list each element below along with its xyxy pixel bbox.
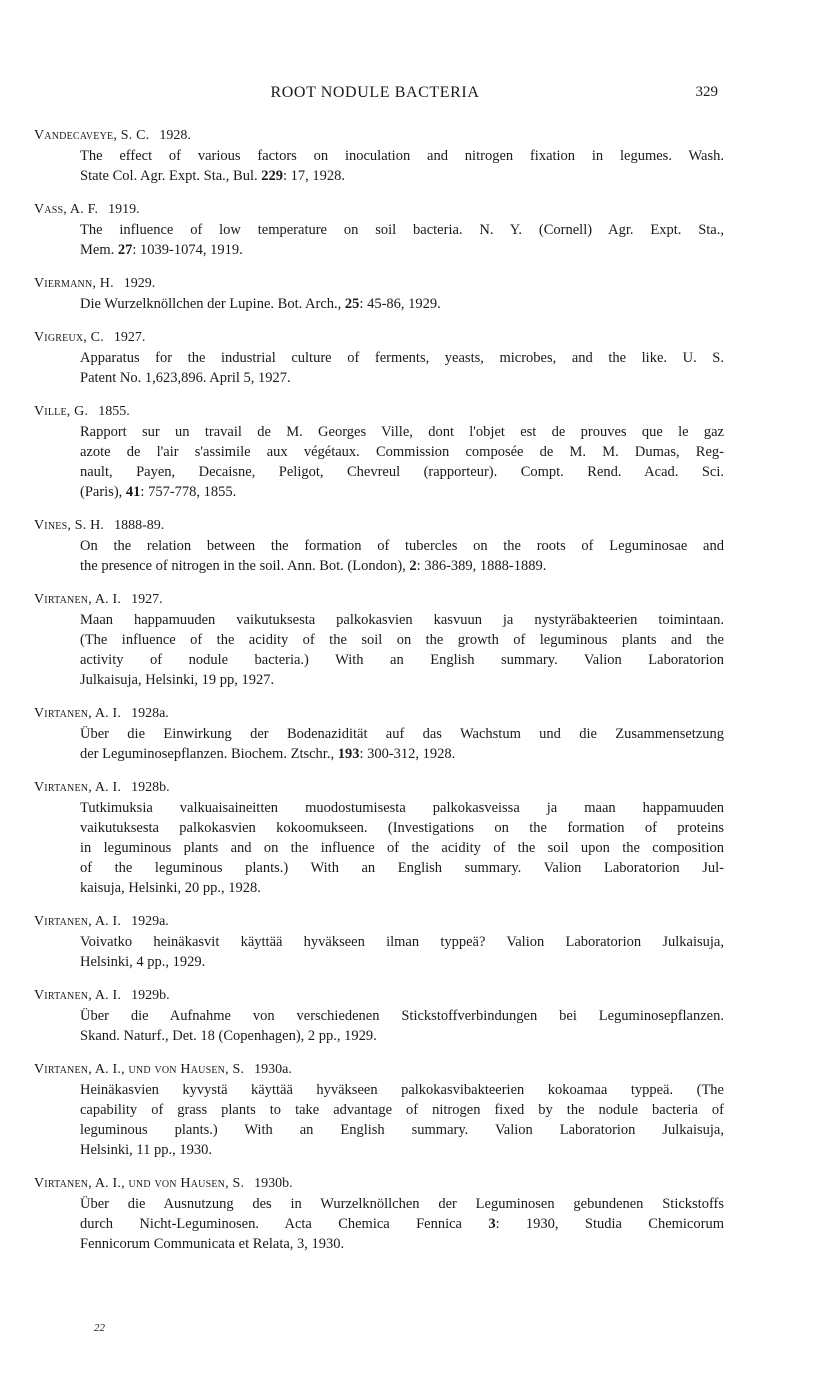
citation-text: Voivatko heinäkasvit käyttää hyväkseen ilman typpeä? Valion Laboratorion Julkaisuja,: [80, 934, 724, 950]
entry-heading: [34, 778, 724, 798]
citation-line: [80, 422, 724, 442]
entry-year: 1928a.: [131, 706, 169, 721]
citation-text: Patent No. 1,623,896. April 5, 1927.: [80, 370, 291, 386]
citation-text: Fennicorum Communicata et Relata, 3, 1930.: [80, 1236, 345, 1252]
entry-heading: [34, 1174, 724, 1194]
citation-text: : 386-389, 1888-1889.: [416, 558, 547, 574]
entry-author: Virtanen, A. I.: [34, 988, 122, 1003]
citation-text: Tutkimuksia valkuaisaineitten muodostumisesta palkokasveissa ja maan happamuuden: [80, 800, 724, 816]
entry-author: Virtanen, A. I.: [34, 706, 122, 721]
entry-heading: [34, 912, 724, 932]
citation-text: Maan happamuuden vaikutuksesta palkokasvien kasvuun ja nystyräbakteerien toimintaan.: [80, 612, 724, 628]
citation-line: [80, 744, 724, 764]
citation-line: [80, 650, 724, 670]
entry-heading: [34, 274, 724, 294]
entry-citation: [34, 724, 724, 764]
citation-line: [80, 858, 724, 878]
entry-year: 1928b.: [131, 780, 170, 795]
citation-text: Über die Einwirkung der Bodenazidität auf das Wachstum und die Zusammensetzung: [80, 726, 724, 742]
entry-year: 1930a.: [254, 1062, 292, 1077]
entry-year: 1927.: [131, 592, 163, 607]
entry-year: 1927.: [113, 330, 146, 345]
citation-text: : 300-312, 1928.: [359, 746, 456, 762]
citation-text: Julkaisuja, Helsinki, 19 pp, 1927.: [80, 672, 275, 688]
bibliography-entry: [34, 274, 724, 314]
citation-line: [80, 166, 724, 186]
citation-line: [80, 878, 724, 898]
citation-text: Über die Ausnutzung des in Wurzelknöllchen der Leguminosen gebundenen Stickstoffs: [80, 1196, 724, 1212]
citation-line: [80, 442, 724, 462]
citation-text: Heinäkasvien kyvystä käyttää hyväkseen palkokasvibakteerien kokoamaa typpeä. (The: [80, 1082, 724, 1098]
citation-line: [80, 630, 724, 650]
citation-line: [80, 724, 724, 744]
bibliography-entry: [34, 590, 724, 690]
citation-text: in leguminous plants and on the influence of the acidity of the soil upon the composition: [80, 840, 724, 856]
citation-line: [80, 1140, 724, 1160]
volume-number: 41: [125, 484, 141, 500]
citation-line: [80, 146, 724, 166]
entry-citation: [34, 422, 724, 502]
citation-line: [80, 818, 724, 838]
entry-citation: [34, 798, 724, 898]
citation-line: [80, 1006, 724, 1026]
entry-heading: [34, 402, 724, 422]
entry-heading: [34, 704, 724, 724]
signature-mark: 22: [94, 1322, 105, 1334]
entry-author: Virtanen, A. I.: [34, 914, 122, 929]
entry-heading: [34, 516, 724, 536]
entry-citation: [34, 294, 724, 314]
citation-text: kaisuja, Helsinki, 20 pp., 1928.: [80, 880, 261, 896]
bibliography-entry: [34, 778, 724, 898]
entry-citation: [34, 348, 724, 388]
entry-year: 1929.: [123, 276, 156, 291]
citation-text: The influence of low temperature on soil bacteria. N. Y. (Cornell) Agr. Expt. Sta.,: [80, 222, 724, 238]
entry-author: Vandecaveye, S. C.: [34, 128, 150, 143]
entry-author: Virtanen, A. I., und von Hausen, S.: [34, 1062, 245, 1077]
citation-line: [80, 798, 724, 818]
citation-text: durch Nicht-Leguminosen. Acta Chemica Fennica: [80, 1216, 489, 1232]
entry-heading: [34, 590, 724, 610]
entry-heading: [34, 986, 724, 1006]
entry-author: Virtanen, A. I.: [34, 780, 122, 795]
entry-year: 1930b.: [254, 1176, 293, 1191]
volume-number: 3: [488, 1216, 496, 1232]
entry-citation: [34, 1006, 724, 1046]
bibliography-entry: [34, 1060, 724, 1160]
entry-heading: [34, 200, 724, 220]
entry-citation: [34, 536, 724, 576]
citation-text: Helsinki, 4 pp., 1929.: [80, 954, 206, 970]
citation-text: Über die Aufnahme von verschiedenen Stickstoffverbindungen bei Leguminosepflanzen.: [80, 1008, 724, 1024]
citation-text: : 1039-1074, 1919.: [132, 242, 243, 258]
entry-year: 1888-89.: [114, 518, 165, 533]
bibliography-entry: [34, 912, 724, 972]
citation-text: capability of grass plants to take advantage of nitrogen fixed by the nodule bacteria of: [80, 1102, 724, 1118]
volume-number: 27: [117, 242, 133, 258]
citation-text: (Paris),: [80, 484, 126, 500]
citation-text: der Leguminosepflanzen. Biochem. Ztschr.,: [80, 746, 338, 762]
citation-line: [80, 1214, 724, 1234]
citation-line: [80, 220, 724, 240]
bibliography-entry: [34, 200, 724, 260]
page-number: 329: [695, 84, 718, 100]
citation-text: : 45-86, 1929.: [359, 296, 441, 312]
citation-text: azote de l'air s'assimile aux végétaux. Commission composée de M. M. Dumas, Reg-: [80, 444, 724, 460]
citation-line: [80, 368, 724, 388]
citation-line: [80, 670, 724, 690]
citation-text: : 17, 1928.: [283, 168, 346, 184]
entry-author: Vines, S. H.: [34, 518, 105, 533]
entry-author: Viermann, H.: [34, 276, 114, 291]
bibliography-list: [34, 126, 724, 1268]
volume-number: 193: [337, 746, 360, 762]
entry-year: 1855.: [98, 404, 130, 419]
citation-text: Mem.: [80, 242, 118, 258]
entry-citation: [34, 610, 724, 690]
citation-text: Helsinki, 11 pp., 1930.: [80, 1142, 212, 1158]
citation-text: leguminous plants.) With an English summary. Valion Laboratorion Julkaisuja,: [80, 1122, 724, 1138]
citation-text: : 1930, Studia Chemicorum: [495, 1216, 724, 1232]
citation-line: [80, 1120, 724, 1140]
entry-author: Virtanen, A. I.: [34, 592, 122, 607]
entry-author: Vass, A. F.: [34, 202, 99, 217]
citation-line: [80, 240, 724, 260]
entry-citation: [34, 1080, 724, 1160]
entry-year: 1929b.: [131, 988, 170, 1003]
citation-text: of the leguminous plants.) With an English summary. Valion Laboratorion Jul-: [80, 860, 724, 876]
citation-line: [80, 1194, 724, 1214]
citation-text: Die Wurzelknöllchen der Lupine. Bot. Arch.,: [80, 296, 345, 312]
entry-heading: [34, 1060, 724, 1080]
citation-line: [80, 610, 724, 630]
citation-text: State Col. Agr. Expt. Sta., Bul.: [80, 168, 262, 184]
entry-citation: [34, 146, 724, 186]
citation-line: [80, 294, 724, 314]
bibliography-entry: [34, 402, 724, 502]
bibliography-entry: [34, 986, 724, 1046]
citation-line: [80, 348, 724, 368]
entry-citation: [34, 932, 724, 972]
citation-text: activity of nodule bacteria.) With an English summary. Valion Laboratorion: [80, 652, 724, 668]
citation-line: [80, 1026, 724, 1046]
citation-text: : 757-778, 1855.: [140, 484, 237, 500]
citation-text: Skand. Naturf., Det. 18 (Copenhagen), 2 pp., 1929.: [80, 1028, 377, 1044]
citation-text: Apparatus for the industrial culture of ferments, yeasts, microbes, and the like. U. S.: [80, 350, 724, 366]
citation-line: [80, 932, 724, 952]
citation-line: [80, 1080, 724, 1100]
volume-number: 25: [344, 296, 360, 312]
entry-year: 1929a.: [131, 914, 169, 929]
bibliography-entry: [34, 328, 724, 388]
entry-author: Ville, G.: [34, 404, 89, 419]
entry-citation: [34, 1194, 724, 1254]
entry-year: 1928.: [159, 128, 191, 143]
entry-year: 1919.: [108, 202, 140, 217]
citation-text: Rapport sur un travail de M. Georges Ville, dont l'objet est de prouves que le gaz: [80, 424, 724, 440]
entry-heading: [34, 328, 724, 348]
running-head: [0, 84, 828, 106]
bibliography-entry: [34, 1174, 724, 1254]
bibliography-entry: [34, 704, 724, 764]
citation-text: nault, Payen, Decaisne, Peligot, Chevreul (rapporteur). Compt. Rend. Acad. Sci.: [80, 464, 724, 480]
citation-line: [80, 462, 724, 482]
citation-text: (The influence of the acidity of the soil on the growth of leguminous plants and the: [80, 632, 724, 648]
citation-text: vaikutuksesta palkokasvien kokoomukseen. (Investigations on the formation of proteins: [80, 820, 724, 836]
bibliography-entry: [34, 516, 724, 576]
citation-line: [80, 536, 724, 556]
citation-line: [80, 556, 724, 576]
citation-line: [80, 1100, 724, 1120]
citation-text: On the relation between the formation of tubercles on the roots of Leguminosae and: [80, 538, 724, 554]
running-title: ROOT NODULE BACTERIA: [270, 84, 480, 101]
entry-heading: [34, 126, 724, 146]
volume-number: 229: [261, 168, 284, 184]
citation-line: [80, 952, 724, 972]
volume-number: 2: [409, 558, 417, 574]
citation-line: [80, 1234, 724, 1254]
entry-author: Virtanen, A. I., und von Hausen, S.: [34, 1176, 245, 1191]
citation-text: the presence of nitrogen in the soil. Ann. Bot. (London),: [80, 558, 410, 574]
entry-citation: [34, 220, 724, 260]
citation-line: [80, 482, 724, 502]
entry-author: Vigreux, C.: [34, 330, 104, 345]
citation-line: [80, 838, 724, 858]
citation-text: The effect of various factors on inoculation and nitrogen fixation in legumes. Wash.: [80, 148, 724, 164]
bibliography-entry: [34, 126, 724, 186]
